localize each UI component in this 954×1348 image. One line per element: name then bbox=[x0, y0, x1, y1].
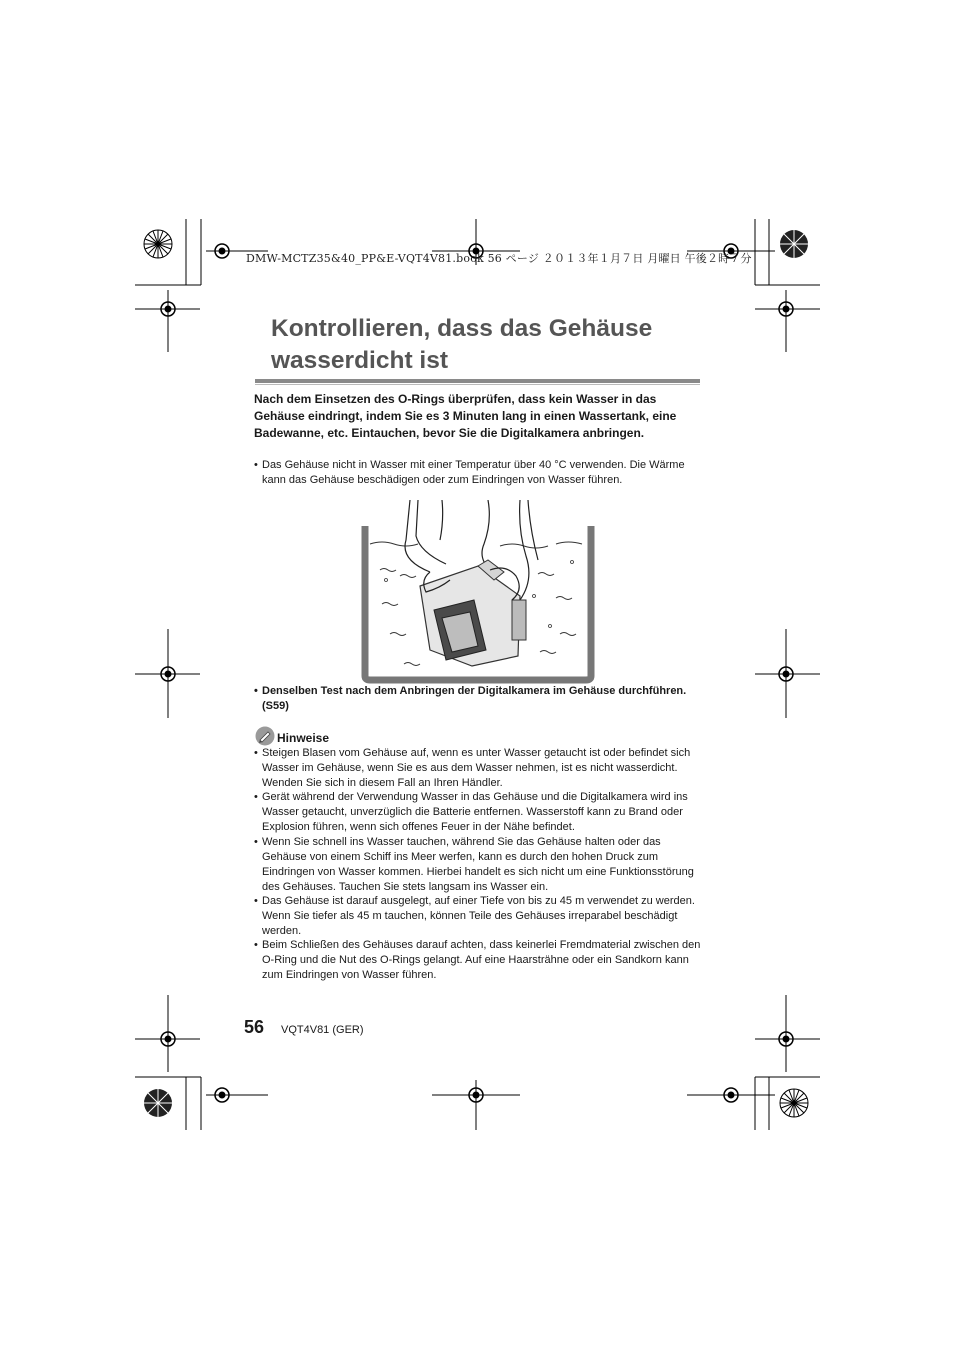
notes-heading-label: Hinweise bbox=[277, 731, 330, 745]
bullet-icon: • bbox=[254, 685, 258, 697]
note-item-text: Wenn Sie schnell ins Wasser tauchen, während Sie das Gehäuse halten oder das Gehäuse von einem Schiff ins Meer werfen, kann es durch den hohen Druck zum Eindringen von Wasser kommen. Hierbei handelt es sich nicht um eine Funktionsstörung des Gehäuses. Tauchen Sie stets langsam ins Wasser ein. bbox=[262, 836, 694, 893]
bullet-icon: • bbox=[254, 895, 258, 907]
bullet-icon: • bbox=[254, 747, 258, 759]
note-item bbox=[254, 835, 704, 895]
retest-instruction bbox=[254, 684, 704, 714]
temperature-warning bbox=[254, 458, 704, 488]
bullet-icon: • bbox=[254, 791, 258, 803]
note-item bbox=[254, 746, 704, 791]
retest-instruction-text: Denselben Test nach dem Anbringen der Digitalkamera im Gehäuse durchführen. (S59) bbox=[262, 685, 687, 712]
bullet-icon: • bbox=[254, 939, 258, 951]
page-title bbox=[271, 313, 711, 377]
print-job-line: DMW-MCTZ35&40_PP&E-VQT4V81.book 56 ページ ２０１３年１月７日 月曜日 午後２時７分 bbox=[246, 252, 752, 265]
note-item bbox=[254, 938, 704, 983]
bullet-icon: • bbox=[254, 459, 258, 471]
note-item-text: Gerät während der Verwendung Wasser in das Gehäuse und die Digitalkamera wird ins Wasser getaucht, unverzüglich die Batterie entfernen. Wasserstoff kann zu Brand oder Explosion führen, wenn sich offenes Feuer in der Nähe befindet. bbox=[262, 791, 688, 833]
page-number: 56 bbox=[244, 1017, 265, 1037]
note-item bbox=[254, 894, 704, 939]
document-code: VQT4V81 (GER) bbox=[281, 1024, 364, 1036]
title-rule-thin bbox=[255, 384, 700, 385]
page-title-line-2: wasserdicht ist bbox=[271, 347, 449, 374]
pencil-note-icon bbox=[255, 726, 275, 746]
note-item-text: Beim Schließen des Gehäuses darauf achten, dass keinerlei Fremdmaterial zwischen den O-Ring und die Nut des O-Rings gelangt. Auf eine Haarsträhne oder ein Sandkorn kann zum Eindringen von Wasser führen. bbox=[262, 939, 701, 981]
page-title-line-1: Kontrollieren, dass das Gehäuse bbox=[271, 315, 653, 342]
note-item bbox=[254, 790, 704, 835]
title-rule bbox=[255, 379, 700, 383]
temperature-warning-text: Das Gehäuse nicht in Wasser mit einer Temperatur über 40 °C verwenden. Die Wärme kann das Gehäuse beschädigen oder zum Eindringen von Wasser führen. bbox=[262, 459, 685, 486]
note-item-text: Das Gehäuse ist darauf ausgelegt, auf einer Tiefe von bis zu 45 m verwendet zu werden. Wenn Sie tiefer als 45 m tauchen, können Teile des Gehäuses irreparabel beschädigt werden. bbox=[262, 895, 695, 937]
intro-paragraph: Nach dem Einsetzen des O-Rings überprüfen, dass kein Wasser in das Gehäuse eindringt, indem Sie es 3 Minuten lang in einen Wassertank, eine Badewanne, etc. Eintauchen, bevor Sie die Digitalkamera anbringen. bbox=[254, 392, 677, 440]
note-item-text: Steigen Blasen vom Gehäuse auf, wenn es unter Wasser getaucht ist oder befindet sich Wasser im Gehäuse, wenn Sie es aus dem Wasser nehmen, ist es nicht wasserdicht. Wenden Sie sich in diesem Fall an Ihren Händler. bbox=[262, 747, 691, 789]
housing-in-water-tank-illustration bbox=[360, 500, 596, 684]
bullet-icon: • bbox=[254, 836, 258, 848]
